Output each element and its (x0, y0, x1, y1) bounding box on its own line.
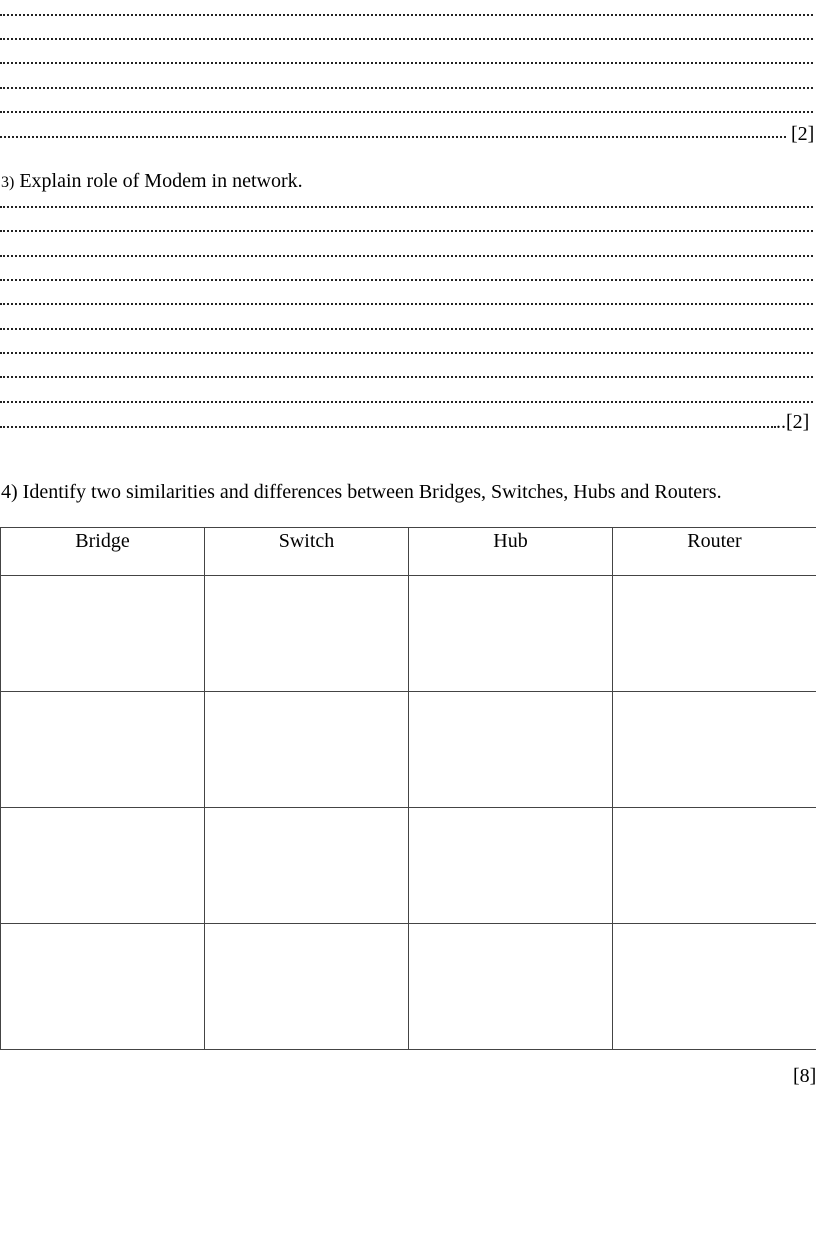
answer-line[interactable] (0, 136, 786, 138)
header-switch: Switch (205, 528, 409, 576)
answer-cell[interactable] (1, 924, 205, 1050)
answer-cell[interactable] (1, 576, 205, 692)
q3-mark: ..[2] (776, 411, 810, 433)
answer-cell[interactable] (1, 692, 205, 808)
answer-line[interactable] (0, 401, 813, 403)
table-row (1, 692, 816, 808)
answer-line[interactable] (0, 87, 813, 89)
table-header-row (1, 528, 816, 576)
answer-line[interactable] (0, 38, 813, 40)
header-hub: Hub (409, 528, 613, 576)
answer-line[interactable] (0, 303, 813, 305)
q2-mark: [2] (791, 123, 815, 145)
answer-cell[interactable] (613, 924, 816, 1050)
q4-prompt: 4) Identify two similarities and differences between Bridges, Switches, Hubs and Routers. (1, 481, 722, 503)
answer-line[interactable] (0, 279, 813, 281)
q3-text: Explain role of Modem in network. (19, 170, 303, 192)
answer-cell[interactable] (205, 808, 409, 924)
answer-cell[interactable] (1, 808, 205, 924)
header-bridge: Bridge (1, 528, 205, 576)
answer-line[interactable] (0, 62, 813, 64)
table-row (1, 924, 816, 1050)
answer-cell[interactable] (613, 808, 816, 924)
answer-line[interactable] (0, 352, 813, 354)
answer-cell[interactable] (409, 692, 613, 808)
answer-line[interactable] (0, 426, 776, 428)
answer-line[interactable] (0, 14, 813, 16)
header-router: Router (613, 528, 816, 576)
answer-line[interactable] (0, 328, 813, 330)
q3-number: 3) (1, 174, 15, 191)
answer-cell[interactable] (205, 692, 409, 808)
answer-line[interactable] (0, 111, 813, 113)
answer-cell[interactable] (613, 576, 816, 692)
answer-line[interactable] (0, 230, 813, 232)
answer-cell[interactable] (613, 692, 816, 808)
answer-line[interactable] (0, 255, 813, 257)
answer-cell[interactable] (205, 576, 409, 692)
answer-cell[interactable] (205, 924, 409, 1050)
answer-line[interactable] (0, 376, 813, 378)
answer-cell[interactable] (409, 576, 613, 692)
q4-mark: [8] (793, 1065, 816, 1087)
comparison-table (0, 527, 816, 1050)
answer-line[interactable] (0, 206, 813, 208)
table-row (1, 576, 816, 692)
q3-prompt (1, 169, 303, 195)
answer-cell[interactable] (409, 924, 613, 1050)
answer-cell[interactable] (409, 808, 613, 924)
table-row (1, 808, 816, 924)
